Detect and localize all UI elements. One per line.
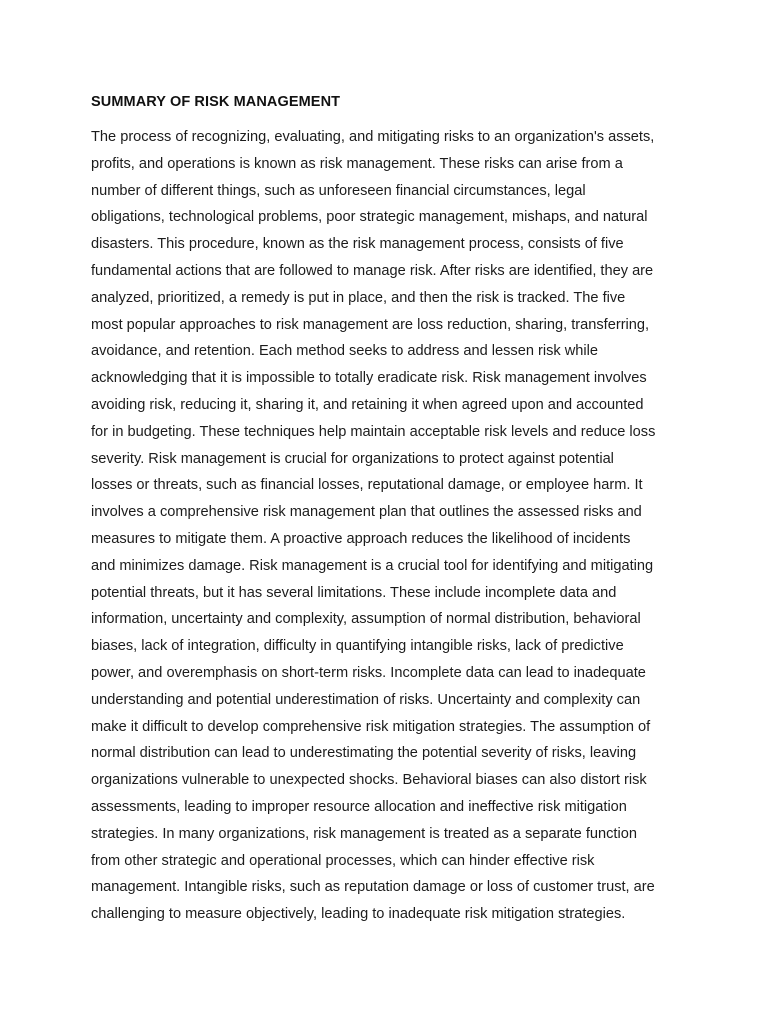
- paragraph-line: and minimizes damage. Risk management is a crucial tool for identifying and mitigating: [91, 557, 654, 574]
- paragraph-line: assessments, leading to improper resource allocation and ineffective risk mitigation: [91, 798, 627, 815]
- paragraph-line: normal distribution can lead to underestimating the potential severity of risks, leaving: [91, 745, 637, 762]
- paragraph-line: power, and overemphasis on short-term risks. Incomplete data can lead to inadequate: [91, 664, 646, 681]
- page-title: SUMMARY OF RISK MANAGEMENT: [91, 94, 341, 110]
- paragraph-line: obligations, technological problems, poor strategic management, mishaps, and natural: [91, 209, 648, 226]
- paragraph-line: information, uncertainty and complexity, assumption of normal distribution, behavioral: [91, 611, 641, 628]
- paragraph-line: organizations vulnerable to unexpected shocks. Behavioral biases can also distort risk: [91, 772, 647, 789]
- paragraph-line: understanding and potential underestimation of risks. Uncertainty and complexity can: [91, 691, 641, 708]
- paragraph-line: from other strategic and operational processes, which can hinder effective risk: [91, 852, 595, 869]
- paragraph-line: severity. Risk management is crucial for organizations to protect against potential: [91, 450, 614, 467]
- paragraph-line: avoiding risk, reducing it, sharing it, and retaining it when agreed upon and accounted: [91, 396, 644, 413]
- paragraph-line: number of different things, such as unforeseen financial circumstances, legal: [91, 182, 586, 199]
- paragraph-line: disasters. This procedure, known as the risk management process, consists of five: [91, 236, 624, 253]
- paragraph-line: The process of recognizing, evaluating, and mitigating risks to an organization's assets,: [91, 129, 655, 145]
- paragraph-line: involves a comprehensive risk management plan that outlines the assessed risks and: [91, 504, 642, 521]
- paragraph-line: most popular approaches to risk management are loss reduction, sharing, transferring,: [91, 316, 650, 333]
- paragraph-line: acknowledging that it is impossible to totally eradicate risk. Risk management involves: [91, 370, 647, 387]
- paragraph-line: fundamental actions that are followed to manage risk. After risks are identified, they are: [91, 262, 654, 279]
- paragraph-line: analyzed, prioritized, a remedy is put in place, and then the risk is tracked. The five: [91, 289, 626, 306]
- paragraph-line: strategies. In many organizations, risk management is treated as a separate function: [91, 825, 637, 842]
- paragraph-line: potential threats, but it has several limitations. These include incomplete data and: [91, 584, 617, 601]
- paragraph-line: profits, and operations is known as risk management. These risks can arise from a: [91, 155, 623, 172]
- paragraph-line: losses or threats, such as financial losses, reputational damage, or employee harm. It: [91, 477, 643, 494]
- paragraph-line: biases, lack of integration, difficulty in quantifying intangible risks, lack of predictive: [91, 638, 624, 655]
- paragraph-line: challenging to measure objectively, leading to inadequate risk mitigation strategies.: [91, 906, 626, 923]
- paragraph-line: measures to mitigate them. A proactive approach reduces the likelihood of incidents: [91, 530, 631, 547]
- paragraph-line: make it difficult to develop comprehensive risk mitigation strategies. The assumption of: [91, 718, 651, 735]
- paragraph-line: management. Intangible risks, such as reputation damage or loss of customer trust, are: [91, 879, 655, 896]
- paragraph-line: avoidance, and retention. Each method seeks to address and lessen risk while: [91, 343, 599, 360]
- paragraph-line: for in budgeting. These techniques help maintain acceptable risk levels and reduce loss: [91, 423, 656, 440]
- document-body-paragraph: [91, 124, 711, 928]
